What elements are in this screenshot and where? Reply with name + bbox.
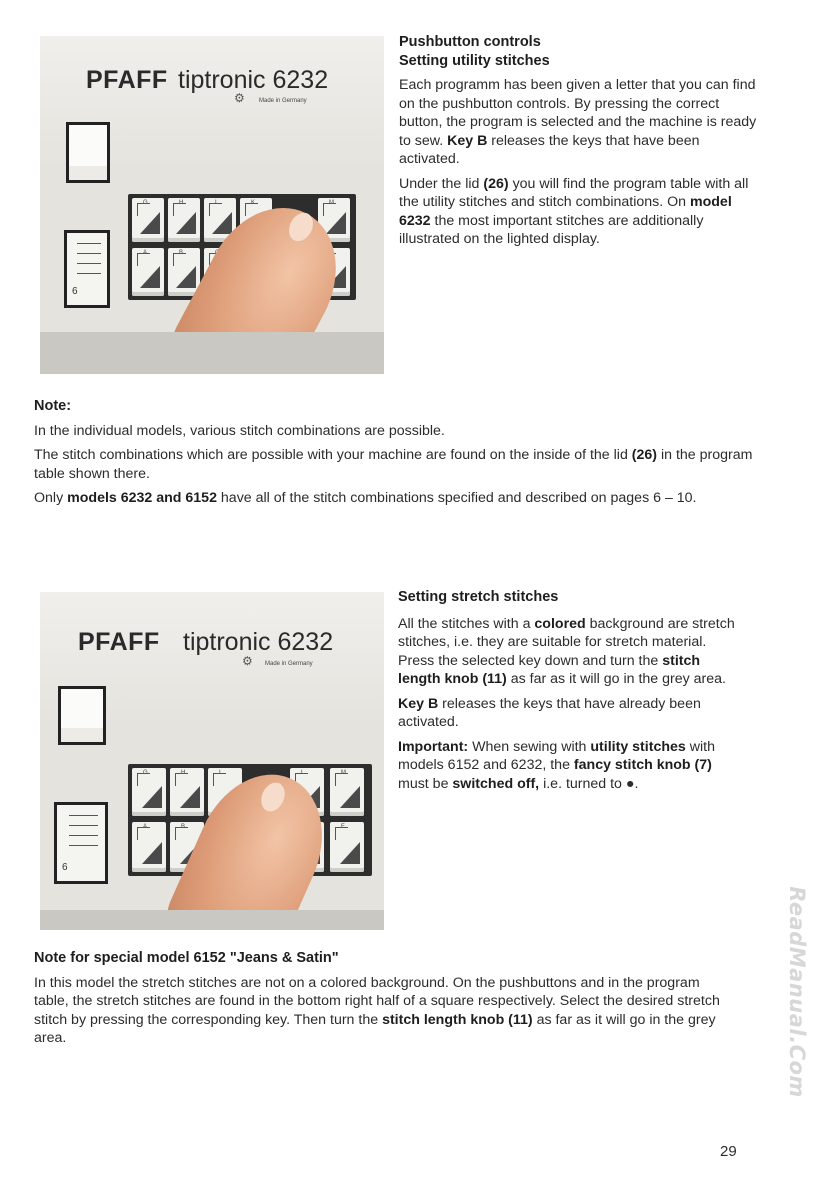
photo-pushbutton-controls: [40, 36, 384, 374]
made-in-label: Made in Germany: [265, 661, 313, 667]
stitch-length-dial: [64, 230, 110, 308]
key-h: H: [170, 768, 204, 816]
paragraph-programs: Each programm has been given a letter that you can find on the pushbutton controls. By pressing the correct button, the program is selected and the machine is ready to sew. Key B releases the keys that have been activated.: [399, 77, 757, 167]
watermark: ReadManual.Com: [785, 886, 809, 1098]
lever-control: [58, 686, 106, 734]
dial-number: 6: [62, 862, 68, 873]
key-a: A: [132, 822, 166, 872]
photo-stretch-stitches: [40, 592, 384, 930]
paragraph-program-table: Under the lid (26) you will find the program table with all the utility stitches and stitch combinations. On model 6232 the most important stitches are additionally illustrated on the lighted display.: [399, 175, 749, 247]
lever-control: [66, 122, 110, 172]
brand-logo: PFAFF: [86, 66, 168, 94]
paragraph-key-b: Key B releases the keys that have already been activated.: [398, 695, 701, 730]
paragraph-stretch-stitches: All the stitches with a colored background are stretch stitches, i.e. they are suitable for stretch material. Press the selected key down and turn the stitch length knob (11) as far as it will go in the grey area.: [398, 615, 735, 687]
note-paragraph-1: In the individual models, various stitch combinations are possible.: [34, 422, 445, 439]
key-g: G: [132, 768, 166, 816]
key-i: I: [208, 768, 242, 816]
note-heading: Note:: [34, 398, 72, 414]
key-l: L: [290, 768, 324, 816]
page-number: 29: [720, 1143, 737, 1160]
gear-icon: ⚙: [234, 91, 245, 105]
key-b: B: [170, 822, 204, 872]
heading-setting-utility-stitches: Setting utility stitches: [399, 52, 550, 69]
special-model-heading: Note for special model 6152 "Jeans & Satin": [34, 950, 339, 966]
key-i: I: [204, 198, 236, 242]
key-a: A: [132, 248, 164, 296]
key-m: M: [330, 768, 364, 816]
brand-logo: PFAFF: [78, 628, 160, 656]
key-k: K: [240, 198, 272, 242]
key-m: M: [318, 198, 350, 242]
model-name: tiptronic 6232: [178, 66, 329, 94]
gear-icon: ⚙: [242, 654, 253, 668]
key-h: H: [168, 198, 200, 242]
made-in-label: Made in Germany: [259, 98, 307, 104]
key-g: G: [132, 198, 164, 242]
key-b: B: [168, 248, 200, 296]
note-paragraph-2: The stitch combinations which are possible with your machine are found on the inside of the lid (26) in the program table shown there.: [34, 447, 753, 482]
model-name: tiptronic 6232: [183, 628, 334, 656]
heading-pushbutton-controls: Pushbutton controls: [399, 34, 541, 50]
dial-number: 6: [72, 286, 78, 297]
key-f: F: [330, 822, 364, 872]
note-paragraph-3: Only models 6232 and 6152 have all of the stitch combinations specified and described on pages 6 – 10.: [34, 490, 697, 506]
stitch-length-dial: [54, 802, 108, 884]
paragraph-important: Important: When sewing with utility stitches with models 6152 and 6232, the fancy stitch knob (7) must be switched off, i.e. turned to ●.: [398, 738, 715, 792]
heading-setting-stretch-stitches: Setting stretch stitches: [398, 589, 559, 605]
special-model-paragraph: In this model the stretch stitches are not on a colored background. On the pushbuttons and in the program table, the stretch stitches are found in the bottom right half of a square respectively. Select the desired stretch stitch by pressing the corresponding key. Then turn the stitch length knob (11) as far as it will go in the grey area.: [34, 974, 720, 1046]
